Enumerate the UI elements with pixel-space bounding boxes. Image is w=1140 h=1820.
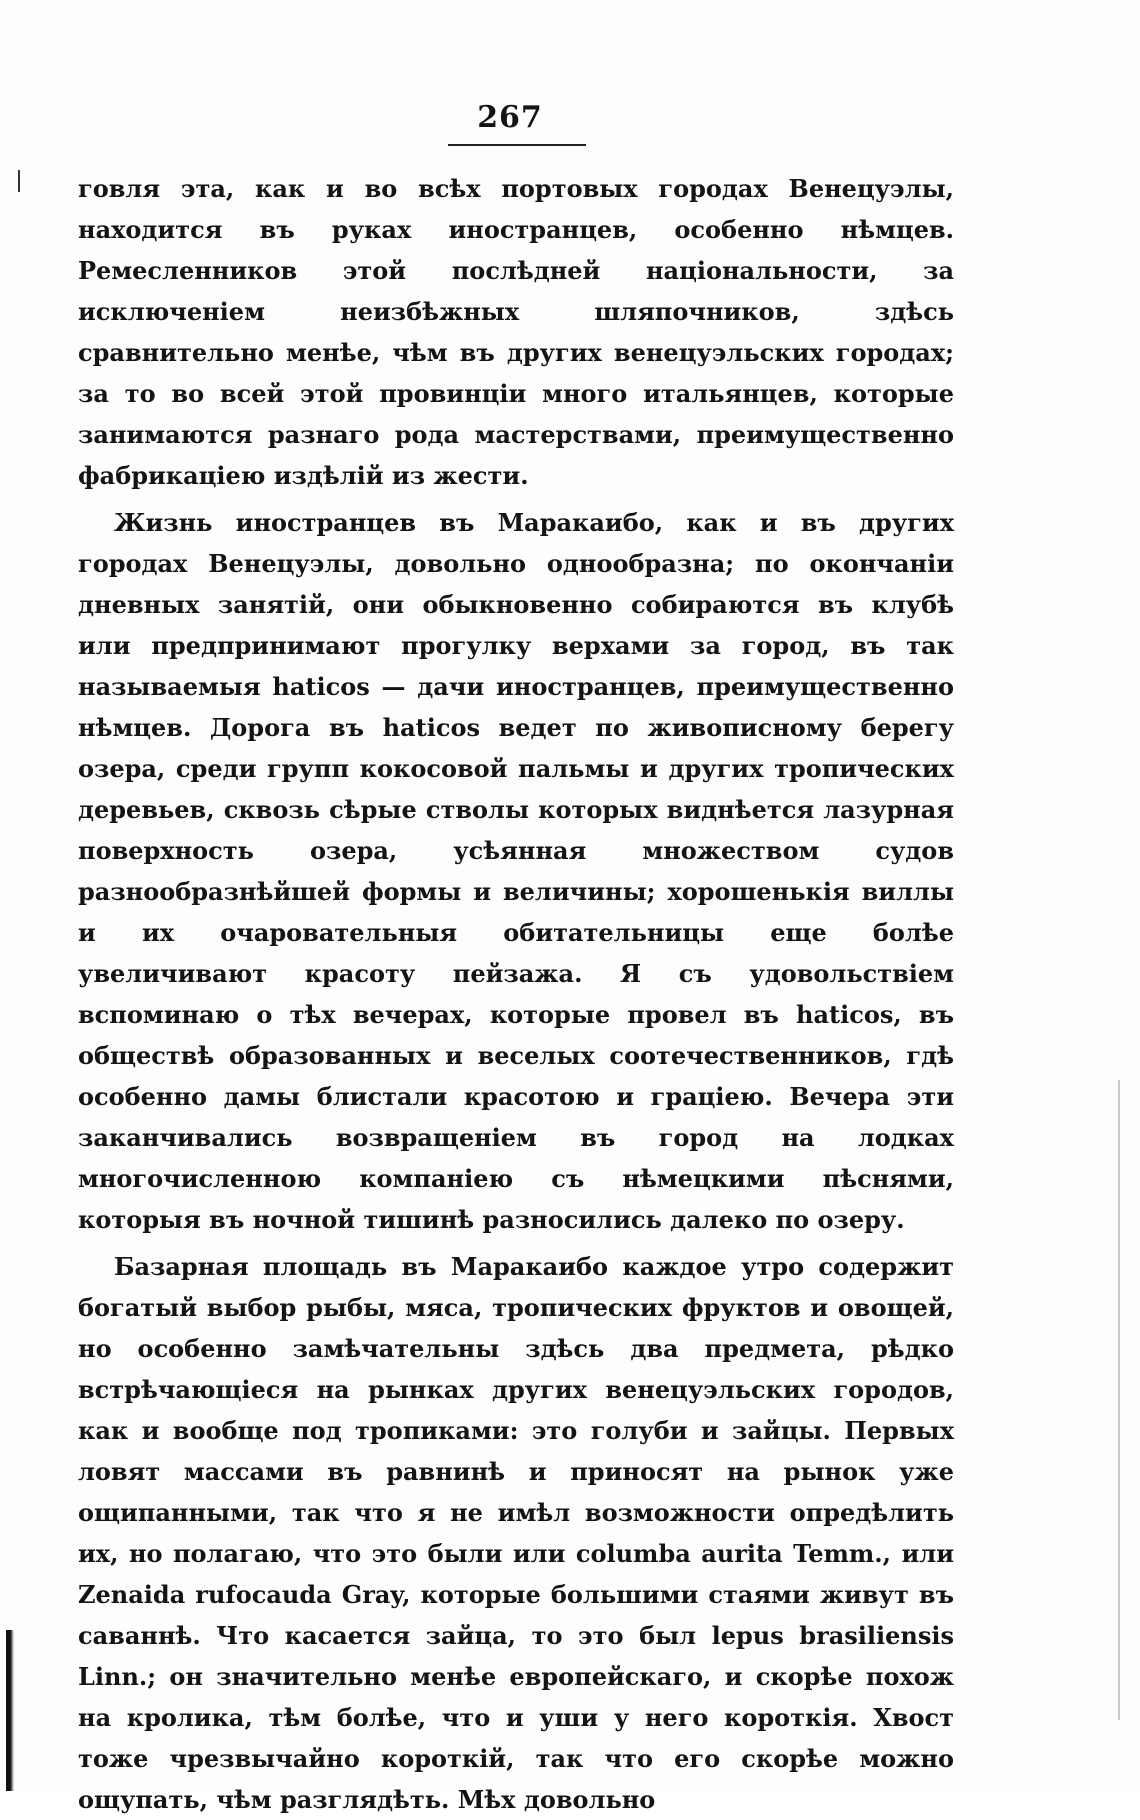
margin-mark — [18, 170, 20, 192]
body-text — [78, 168, 954, 1820]
page-number-rule — [448, 144, 586, 146]
scan-edge-shadow — [6, 1630, 14, 1791]
scan-edge-line — [1118, 1080, 1120, 1720]
page-number: 267 — [477, 100, 543, 135]
paragraph: говля эта, как и во всѣх портовых городах Венецуэлы, находится въ руках иностранцев, особенно нѣмцев. Ремесленников этой послѣдней національности, за исключеніем неизбѣжных шляпочников, здѣсь сравнительно менѣе, чѣм въ других венецуэльских городах; за то во всей этой провинціи много итальянцев, которые занимаются разнаго рода мастерствами, преимущественно фабрикаціею издѣлій из жести. — [78, 174, 954, 490]
paragraph: Базарная площадь въ Маракаибо каждое утро содержит богатый выбор рыбы, мяса, тропических фруктов и овощей, но особенно замѣчательны здѣсь два предмета, рѣдко встрѣчающіеся на рынках других венецуэльских городов, как и вообще под тропиками: это голуби и зайцы. Первых ловят массами въ равнинѣ и приносят на рынок уже ощипанными, так что я не имѣл возможности опредѣлить их, но полагаю, что это были или columba aurita Temm., или Zenaida rufocauda Gray, которые большими стаями живут въ саваннѣ. Что касается зайца, то это был lepus brasiliensis Linn.; он значительно менѣе европейскаго, и скорѣе похож на кролика, тѣм болѣе, что и уши у него короткія. Хвост тоже чрезвычайно короткій, так что его скорѣе можно ощупать, чѣм разглядѣть. Мѣх довольно — [78, 1252, 954, 1814]
paragraph: Жизнь иностранцев въ Маракаибо, как и въ других городах Венецуэлы, довольно однообразна; по окончаніи дневных занятій, они обыкновенно собираются въ клубѣ или предпринимают прогулку верхами за город, въ так называемыя haticos — дачи иностранцев, преимущественно нѣмцев. Дорога въ haticos ведет по живописному берегу озера, среди групп кокосовой пальмы и других тропических деревьев, сквозь сѣрые стволы которых виднѣется лазурная поверхность озера, усѣянная множеством судов разнообразнѣйшей формы и величины; хорошенькія виллы и их очаровательныя обитательницы еще болѣе увеличивают красоту пейзажа. Я съ удовольствіем вспоминаю о тѣх вечерах, которые провел въ haticos, въ обществѣ образованных и веселых соотечественников, гдѣ особенно дамы блистали красотою и граціею. Вечера эти заканчивались возвращеніем въ город на лодках многочисленною компаніею съ нѣмецкими пѣснями, которыя въ ночной тишинѣ разносились далеко по озеру. — [78, 508, 954, 1234]
